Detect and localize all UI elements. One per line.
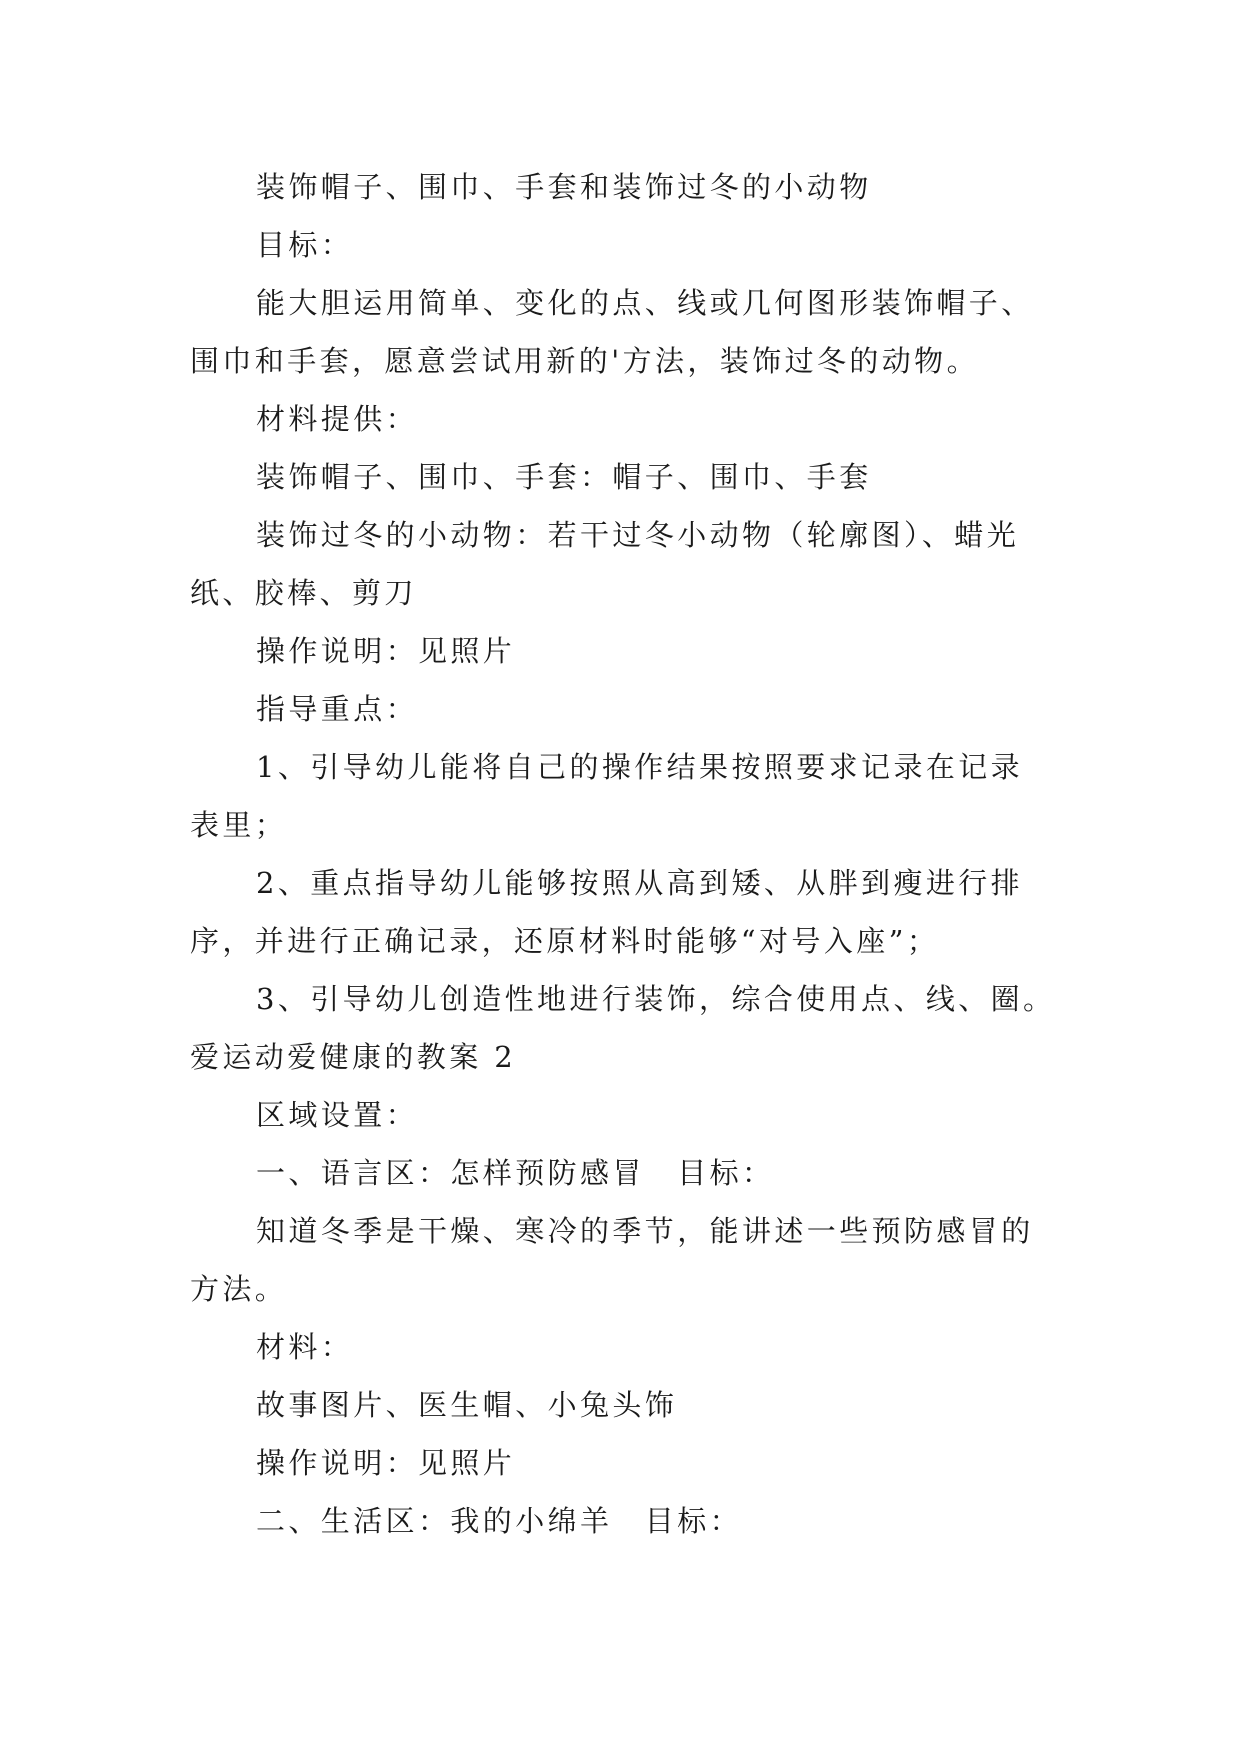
section-title: 装饰帽子、围巾、手套和装饰过冬的小动物	[256, 170, 872, 204]
list-item: 2、重点指导幼儿能够按照从高到矮、从胖到瘦进行排	[256, 866, 1024, 900]
paragraph-line: 纸、胶棒、剪刀	[190, 576, 417, 610]
paragraph-line: 装饰过冬的小动物：若干过冬小动物（轮廓图）、蜡光	[256, 518, 1020, 552]
list-item-continuation: 表里；	[190, 808, 288, 842]
document-title: 爱运动爱健康的教案 2	[190, 1040, 517, 1074]
list-item-continuation: 序，并进行正确记录，还原材料时能够“对号入座”；	[190, 924, 940, 958]
list-item: 3、引导幼儿创造性地进行装饰，综合使用点、线、圈。	[256, 982, 1056, 1016]
materials-heading: 材料提供：	[256, 402, 419, 436]
list-item: 1、引导幼儿能将自己的操作结果按照要求记录在记录	[256, 750, 1024, 784]
goal-heading: 目标：	[256, 228, 354, 262]
document-page	[190, 158, 1070, 1550]
paragraph-line: 方法。	[190, 1272, 288, 1306]
paragraph-line: 操作说明：见照片	[256, 634, 516, 668]
paragraph-line: 操作说明：见照片	[256, 1446, 516, 1480]
materials-heading: 材料：	[256, 1330, 354, 1364]
paragraph-line: 能大胆运用简单、变化的点、线或几何图形装饰帽子、	[256, 286, 1034, 320]
area-setup-heading: 区域设置：	[256, 1098, 419, 1132]
paragraph-line: 装饰帽子、围巾、手套：帽子、围巾、手套	[256, 460, 872, 494]
paragraph-line: 知道冬季是干燥、寒冷的季节，能讲述一些预防感冒的	[256, 1214, 1034, 1248]
paragraph-line: 故事图片、医生帽、小兔头饰	[256, 1388, 678, 1422]
subsection-heading: 一、语言区：怎样预防感冒 目标：	[256, 1156, 775, 1190]
guidance-heading: 指导重点：	[256, 692, 419, 726]
subsection-heading: 二、生活区：我的小绵羊 目标：	[256, 1504, 743, 1538]
paragraph-line: 围巾和手套，愿意尝试用新的'方法，装饰过冬的动物。	[190, 344, 979, 378]
